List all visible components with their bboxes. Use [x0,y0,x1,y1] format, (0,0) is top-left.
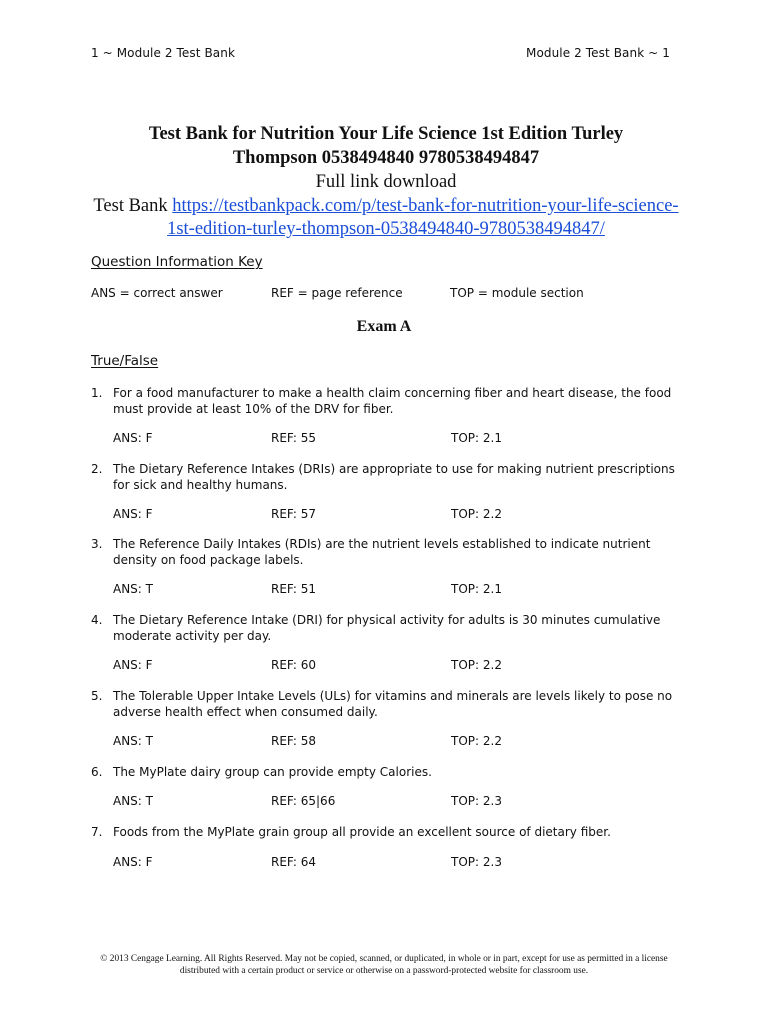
question-text: The Dietary Reference Intake (DRI) for physical activity for adults is 30 minutes cumulative moderate activity per day. [113,613,661,643]
key-top: TOP = module section [450,286,584,300]
page-reference: REF: 60 [271,658,317,672]
exam-title: Exam A [356,318,412,335]
question-number: 3. [91,537,103,551]
answer: ANS: F [113,507,153,521]
answer: ANS: T [113,794,153,808]
title-line-2: Thompson 0538494840 9780538494847 [232,148,540,168]
question-text: The MyPlate dairy group can provide empty Calories. [113,765,432,779]
page-reference: REF: 51 [271,582,317,596]
question-2 [91,461,691,493]
module-section: TOP: 2.2 [451,507,502,521]
question-7 [91,824,691,840]
question-number: 2. [91,462,103,476]
title-line-1: Test Bank for Nutrition Your Life Science 1st Edition Turley [148,124,624,144]
answer: ANS: F [113,658,153,672]
module-section: TOP: 2.1 [451,582,502,596]
download-link-part-2[interactable]: 1st-edition-turley-thompson-0538494840-9780538494847/ [167,219,605,239]
page-reference: REF: 64 [271,855,317,869]
answer: ANS: T [113,582,153,596]
answer: ANS: F [113,431,153,445]
question-3 [91,536,691,568]
module-section: TOP: 2.2 [451,658,502,672]
running-header [91,46,670,60]
question-1 [91,385,691,417]
question-number: 4. [91,613,103,627]
header-right: Module 2 Test Bank ~ 1 [525,46,670,60]
question-info-key-heading: Question Information Key [91,254,263,270]
module-section: TOP: 2.3 [451,855,502,869]
module-section: TOP: 2.1 [451,431,502,445]
question-number: 5. [91,689,103,703]
section-heading: True/False [91,353,159,369]
copyright-footer: © 2013 Cengage Learning. All Rights Reserved. May not be copied, scanned, or duplicated, in whole or in part, except for use as permitted in a license distributed with a certain product or service or otherwise on a password-protected website for classroom use. [100,954,668,976]
question-number: 7. [91,825,103,839]
key-ref: REF = page reference [271,286,403,300]
answer: ANS: T [113,734,153,748]
question-6 [91,764,691,780]
full-link-label: Full link download [315,172,457,192]
download-link-row-2 [80,218,692,241]
question-number: 1. [91,386,103,400]
link-prefix: Test Bank [93,196,173,216]
header-left: 1 ~ Module 2 Test Bank [91,46,236,60]
question-number: 6. [91,765,103,779]
page-reference: REF: 57 [271,507,317,521]
page-reference: REF: 65|66 [271,794,336,808]
title-block [80,122,692,241]
answer: ANS: F [113,855,153,869]
module-section: TOP: 2.2 [451,734,502,748]
question-4 [91,612,691,644]
question-5 [91,688,691,720]
module-section: TOP: 2.3 [451,794,502,808]
question-text: The Dietary Reference Intakes (DRIs) are appropriate to use for making nutrient prescriptions for sick and healthy humans. [113,462,675,492]
question-text: For a food manufacturer to make a health claim concerning fiber and heart disease, the food must provide at least 10% of the DRV for fiber. [113,386,672,416]
question-text: Foods from the MyPlate grain group all provide an excellent source of dietary fiber. [113,825,611,839]
page-reference: REF: 55 [271,431,317,445]
download-link-part-1[interactable]: https://testbankpack.com/p/test-bank-for-nutrition-your-life-science- [172,196,679,216]
question-text: The Reference Daily Intakes (RDIs) are the nutrient levels established to indicate nutrient density on food package labels. [113,537,651,567]
key-ans: ANS = correct answer [91,286,223,300]
download-link-row [80,195,692,218]
page-reference: REF: 58 [271,734,317,748]
question-text: The Tolerable Upper Intake Levels (ULs) for vitamins and minerals are levels likely to pose no adverse health effect when consumed daily. [113,689,673,719]
